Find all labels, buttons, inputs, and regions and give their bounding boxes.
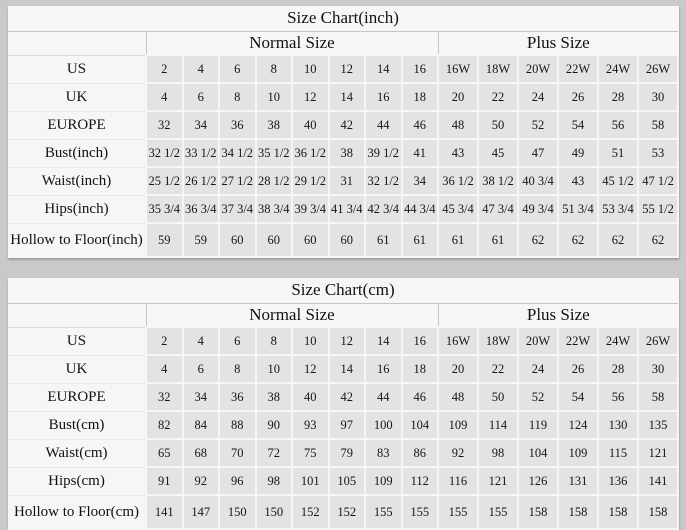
size-cell: 14	[329, 83, 366, 111]
size-cell: 52	[518, 111, 558, 139]
size-cell: 47 1/2	[638, 167, 678, 195]
size-cell: 59	[183, 223, 220, 257]
size-cell: 56	[598, 383, 638, 411]
size-cell: 36	[219, 383, 256, 411]
size-cell: 44	[365, 111, 402, 139]
size-cell: 34 1/2	[219, 139, 256, 167]
size-cell: 131	[558, 467, 598, 495]
size-cell: 109	[438, 411, 478, 439]
size-cell: 34	[183, 111, 220, 139]
table-row	[8, 383, 678, 411]
size-cell: 55 1/2	[638, 195, 678, 223]
size-cell: 155	[402, 495, 439, 529]
size-cell: 28	[598, 355, 638, 383]
size-cell: 36 1/2	[438, 167, 478, 195]
size-cell: 27 1/2	[219, 167, 256, 195]
size-cell: 2	[146, 327, 183, 355]
size-cell: 18W	[478, 55, 518, 83]
size-cell: 24W	[598, 327, 638, 355]
size-cell: 97	[329, 411, 366, 439]
size-cell: 155	[438, 495, 478, 529]
table-row	[8, 327, 678, 355]
size-cell: 36	[219, 111, 256, 139]
size-cell: 4	[183, 327, 220, 355]
size-cell: 6	[219, 55, 256, 83]
size-cell: 45 3/4	[438, 195, 478, 223]
size-chart-cm-table	[8, 278, 679, 530]
size-cell: 49	[558, 139, 598, 167]
size-cell: 4	[183, 55, 220, 83]
size-cell: 68	[183, 439, 220, 467]
size-cell: 22	[478, 83, 518, 111]
size-cell: 22W	[558, 327, 598, 355]
size-cell: 62	[558, 223, 598, 257]
row-label: Bust(cm)	[8, 411, 146, 439]
size-cell: 30	[638, 83, 678, 111]
size-cell: 34	[402, 167, 439, 195]
table-row	[8, 355, 678, 383]
size-cell: 39 3/4	[292, 195, 329, 223]
size-cell: 126	[518, 467, 558, 495]
row-label: Hips(inch)	[8, 195, 146, 223]
size-cell: 152	[329, 495, 366, 529]
size-rows-cm	[8, 327, 678, 529]
size-cell: 26	[558, 355, 598, 383]
row-label: UK	[8, 355, 146, 383]
size-cell: 101	[292, 467, 329, 495]
size-cell: 91	[146, 467, 183, 495]
size-cell: 6	[183, 83, 220, 111]
size-cell: 26	[558, 83, 598, 111]
size-cell: 14	[365, 55, 402, 83]
size-cell: 16W	[438, 327, 478, 355]
size-cell: 86	[402, 439, 439, 467]
size-cell: 136	[598, 467, 638, 495]
size-cell: 34	[183, 383, 220, 411]
size-cell: 38	[256, 383, 293, 411]
size-cell: 28	[598, 83, 638, 111]
size-cell: 114	[478, 411, 518, 439]
size-cell: 104	[518, 439, 558, 467]
size-cell: 16	[365, 355, 402, 383]
size-cell: 155	[478, 495, 518, 529]
size-cell: 6	[183, 355, 220, 383]
size-cell: 158	[638, 495, 678, 529]
size-cell: 18	[402, 83, 439, 111]
size-cell: 155	[365, 495, 402, 529]
plus-size-header: Plus Size	[438, 32, 678, 56]
size-cell: 35 1/2	[256, 139, 293, 167]
table-row	[8, 195, 678, 223]
size-cell: 60	[219, 223, 256, 257]
size-cell: 14	[329, 355, 366, 383]
size-cell: 26W	[638, 55, 678, 83]
row-label: Hollow to Floor(cm)	[8, 495, 146, 529]
size-cell: 79	[329, 439, 366, 467]
size-cell: 38	[329, 139, 366, 167]
size-cell: 52	[518, 383, 558, 411]
size-cell: 44 3/4	[402, 195, 439, 223]
size-cell: 20W	[518, 327, 558, 355]
size-cell: 112	[402, 467, 439, 495]
size-cell: 72	[256, 439, 293, 467]
size-cell: 39 1/2	[365, 139, 402, 167]
size-cell: 82	[146, 411, 183, 439]
size-cell: 20W	[518, 55, 558, 83]
row-label: UK	[8, 83, 146, 111]
size-cell: 20	[438, 355, 478, 383]
size-cell: 38 3/4	[256, 195, 293, 223]
size-cell: 20	[438, 83, 478, 111]
size-cell: 32 1/2	[146, 139, 183, 167]
size-cell: 25 1/2	[146, 167, 183, 195]
size-cell: 10	[292, 55, 329, 83]
size-cell: 16	[365, 83, 402, 111]
size-cell: 47 3/4	[478, 195, 518, 223]
size-cell: 22	[478, 355, 518, 383]
size-cell: 96	[219, 467, 256, 495]
size-cell: 49 3/4	[518, 195, 558, 223]
size-cell: 61	[402, 223, 439, 257]
size-cell: 46	[402, 383, 439, 411]
size-cell: 14	[365, 327, 402, 355]
size-cell: 45	[478, 139, 518, 167]
size-cell: 150	[219, 495, 256, 529]
size-cell: 121	[638, 439, 678, 467]
size-cell: 98	[478, 439, 518, 467]
size-cell: 61	[478, 223, 518, 257]
size-cell: 32	[146, 383, 183, 411]
size-cell: 141	[146, 495, 183, 529]
size-cell: 119	[518, 411, 558, 439]
size-cell: 51 3/4	[558, 195, 598, 223]
size-cell: 61	[365, 223, 402, 257]
corner-cell	[8, 32, 146, 56]
size-cell: 135	[638, 411, 678, 439]
row-label: Waist(inch)	[8, 167, 146, 195]
table-row	[8, 139, 678, 167]
size-cell: 104	[402, 411, 439, 439]
size-cell: 61	[438, 223, 478, 257]
size-cell: 33 1/2	[183, 139, 220, 167]
size-cell: 54	[558, 383, 598, 411]
row-label: Waist(cm)	[8, 439, 146, 467]
table-row	[8, 495, 678, 529]
size-cell: 22W	[558, 55, 598, 83]
row-label: Hollow to Floor(inch)	[8, 223, 146, 257]
size-cell: 46	[402, 111, 439, 139]
size-cell: 42	[329, 111, 366, 139]
row-label: US	[8, 327, 146, 355]
size-cell: 100	[365, 411, 402, 439]
size-cell: 60	[292, 223, 329, 257]
size-cell: 18W	[478, 327, 518, 355]
table-row	[8, 411, 678, 439]
size-cell: 51	[598, 139, 638, 167]
size-cell: 8	[256, 55, 293, 83]
size-cell: 90	[256, 411, 293, 439]
size-cell: 70	[219, 439, 256, 467]
size-cell: 44	[365, 383, 402, 411]
size-cell: 10	[292, 327, 329, 355]
size-cell: 53	[638, 139, 678, 167]
table-row	[8, 223, 678, 257]
size-cell: 75	[292, 439, 329, 467]
size-cell: 10	[256, 83, 293, 111]
size-cell: 88	[219, 411, 256, 439]
row-label: EUROPE	[8, 383, 146, 411]
size-cell: 8	[219, 355, 256, 383]
size-cell: 116	[438, 467, 478, 495]
size-cell: 109	[558, 439, 598, 467]
row-label: Hips(cm)	[8, 467, 146, 495]
size-chart-inch-table	[8, 6, 679, 258]
size-cell: 58	[638, 383, 678, 411]
title-row	[8, 6, 678, 32]
size-cell: 36 1/2	[292, 139, 329, 167]
table-row	[8, 83, 678, 111]
size-cell: 50	[478, 383, 518, 411]
size-cell: 2	[146, 55, 183, 83]
table-row	[8, 467, 678, 495]
row-label: Bust(inch)	[8, 139, 146, 167]
size-cell: 16	[402, 55, 439, 83]
size-cell: 18	[402, 355, 439, 383]
size-cell: 62	[638, 223, 678, 257]
size-cell: 38 1/2	[478, 167, 518, 195]
size-cell: 93	[292, 411, 329, 439]
size-cell: 158	[598, 495, 638, 529]
table-title-inch: Size Chart(inch)	[8, 6, 678, 32]
size-cell: 12	[329, 55, 366, 83]
size-cell: 32 1/2	[365, 167, 402, 195]
normal-size-header: Normal Size	[146, 32, 438, 56]
size-cell: 62	[518, 223, 558, 257]
size-cell: 58	[638, 111, 678, 139]
corner-cell	[8, 304, 146, 328]
table-row	[8, 167, 678, 195]
size-cell: 26 1/2	[183, 167, 220, 195]
size-cell: 24	[518, 83, 558, 111]
size-cell: 141	[638, 467, 678, 495]
size-cell: 54	[558, 111, 598, 139]
size-cell: 48	[438, 383, 478, 411]
size-cell: 115	[598, 439, 638, 467]
size-cell: 41 3/4	[329, 195, 366, 223]
size-cell: 48	[438, 111, 478, 139]
size-cell: 98	[256, 467, 293, 495]
size-cell: 29 1/2	[292, 167, 329, 195]
size-cell: 60	[256, 223, 293, 257]
size-cell: 92	[183, 467, 220, 495]
title-row	[8, 278, 678, 304]
size-cell: 56	[598, 111, 638, 139]
size-cell: 109	[365, 467, 402, 495]
size-cell: 36 3/4	[183, 195, 220, 223]
table-row	[8, 55, 678, 83]
size-cell: 24	[518, 355, 558, 383]
size-cell: 124	[558, 411, 598, 439]
size-cell: 42 3/4	[365, 195, 402, 223]
column-group-row	[8, 32, 678, 56]
row-label: EUROPE	[8, 111, 146, 139]
size-cell: 147	[183, 495, 220, 529]
size-cell: 43	[438, 139, 478, 167]
size-cell: 158	[518, 495, 558, 529]
size-cell: 16W	[438, 55, 478, 83]
size-cell: 6	[219, 327, 256, 355]
size-cell: 37 3/4	[219, 195, 256, 223]
size-cell: 50	[478, 111, 518, 139]
size-cell: 26W	[638, 327, 678, 355]
size-cell: 40	[292, 383, 329, 411]
size-cell: 4	[146, 355, 183, 383]
row-label: US	[8, 55, 146, 83]
size-cell: 10	[256, 355, 293, 383]
size-cell: 83	[365, 439, 402, 467]
table-title-cm: Size Chart(cm)	[8, 278, 678, 304]
size-cell: 16	[402, 327, 439, 355]
size-cell: 53 3/4	[598, 195, 638, 223]
size-cell: 35 3/4	[146, 195, 183, 223]
size-cell: 43	[558, 167, 598, 195]
size-cell: 65	[146, 439, 183, 467]
size-cell: 152	[292, 495, 329, 529]
size-cell: 60	[329, 223, 366, 257]
size-cell: 40 3/4	[518, 167, 558, 195]
size-cell: 150	[256, 495, 293, 529]
size-cell: 8	[256, 327, 293, 355]
size-cell: 41	[402, 139, 439, 167]
table-row	[8, 439, 678, 467]
size-cell: 24W	[598, 55, 638, 83]
size-cell: 8	[219, 83, 256, 111]
size-cell: 62	[598, 223, 638, 257]
size-cell: 59	[146, 223, 183, 257]
size-cell: 92	[438, 439, 478, 467]
size-cell: 4	[146, 83, 183, 111]
size-cell: 105	[329, 467, 366, 495]
size-cell: 28 1/2	[256, 167, 293, 195]
size-cell: 12	[292, 83, 329, 111]
size-cell: 12	[329, 327, 366, 355]
size-cell: 12	[292, 355, 329, 383]
size-cell: 38	[256, 111, 293, 139]
size-cell: 32	[146, 111, 183, 139]
size-cell: 47	[518, 139, 558, 167]
normal-size-header: Normal Size	[146, 304, 438, 328]
size-cell: 130	[598, 411, 638, 439]
plus-size-header: Plus Size	[438, 304, 678, 328]
size-cell: 84	[183, 411, 220, 439]
size-cell: 121	[478, 467, 518, 495]
size-cell: 31	[329, 167, 366, 195]
column-group-row	[8, 304, 678, 328]
size-cell: 40	[292, 111, 329, 139]
size-rows-inch	[8, 55, 678, 257]
table-row	[8, 111, 678, 139]
size-cell: 42	[329, 383, 366, 411]
size-cell: 30	[638, 355, 678, 383]
size-cell: 45 1/2	[598, 167, 638, 195]
size-cell: 158	[558, 495, 598, 529]
